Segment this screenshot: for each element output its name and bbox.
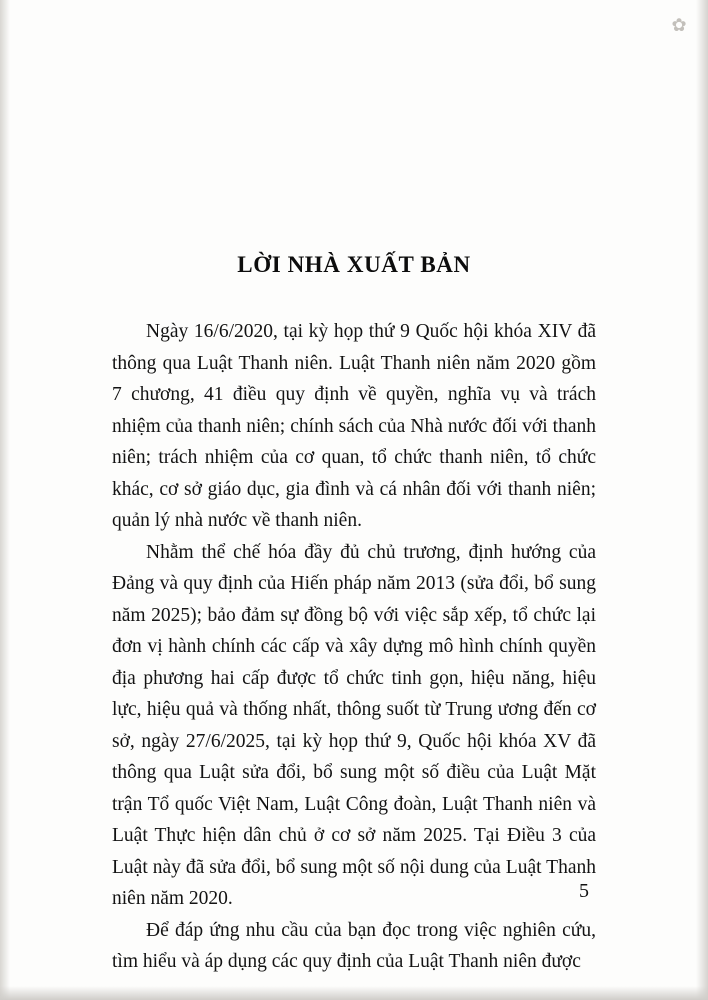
page-edge-shadow-bottom [0, 986, 708, 1000]
page-number [0, 880, 708, 903]
body-paragraph: Nhằm thể chế hóa đầy đủ chủ trương, định hướng của Đảng và quy định của Hiến pháp năm 2013 (sửa đổi, bổ sung năm 2025); bảo đảm sự đồng bộ với việc sắp xếp, tổ chức lại đơn vị hành chính các cấp và xây dựng mô hình chính quyền địa phương hai cấp được tổ chức tinh gọn, hiệu năng, hiệu lực, hiệu quả và thống nhất, thông suốt từ Trung ương đến cơ sở, ngày 27/6/2025, tại kỳ họp thứ 9, Quốc hội khóa XV đã thông qua Luật sửa đổi, bổ sung một số điều của Luật Mặt trận Tổ quốc Việt Nam, Luật Công đoàn, Luật Thanh niên và Luật Thực hiện dân chủ ở cơ sở năm 2025. Tại Điều 3 của Luật này đã sửa đổi, bổ sung một số nội dung của Luật Thanh niên năm 2020. [112, 541, 596, 909]
body-paragraph: Ngày 16/6/2020, tại kỳ họp thứ 9 Quốc hội khóa XIV đã thông qua Luật Thanh niên. Luật Thanh niên năm 2020 gồm 7 chương, 41 điều quy định về quyền, nghĩa vụ và trách nhiệm của thanh niên; chính sách của Nhà nước đối với thanh niên; trách nhiệm của cơ quan, tổ chức thanh niên, tổ chức khác, cơ sở giáo dục, gia đình và cá nhân đối với thanh niên; quản lý nhà nước về thanh niên. [112, 321, 596, 531]
page-edge-shadow-left [0, 0, 10, 1000]
floral-ornament-icon: ✿ [671, 15, 687, 35]
page-number-value: 5 [579, 880, 589, 902]
page-title: LỜI NHÀ XUẤT BẢN [237, 252, 471, 277]
body-paragraph: Để đáp ứng nhu cầu của bạn đọc trong việc nghiên cứu, tìm hiểu và áp dụng các quy định của Luật Thanh niên được [112, 919, 596, 972]
page-edge-shadow-right [696, 0, 708, 1000]
page-content [112, 252, 596, 978]
